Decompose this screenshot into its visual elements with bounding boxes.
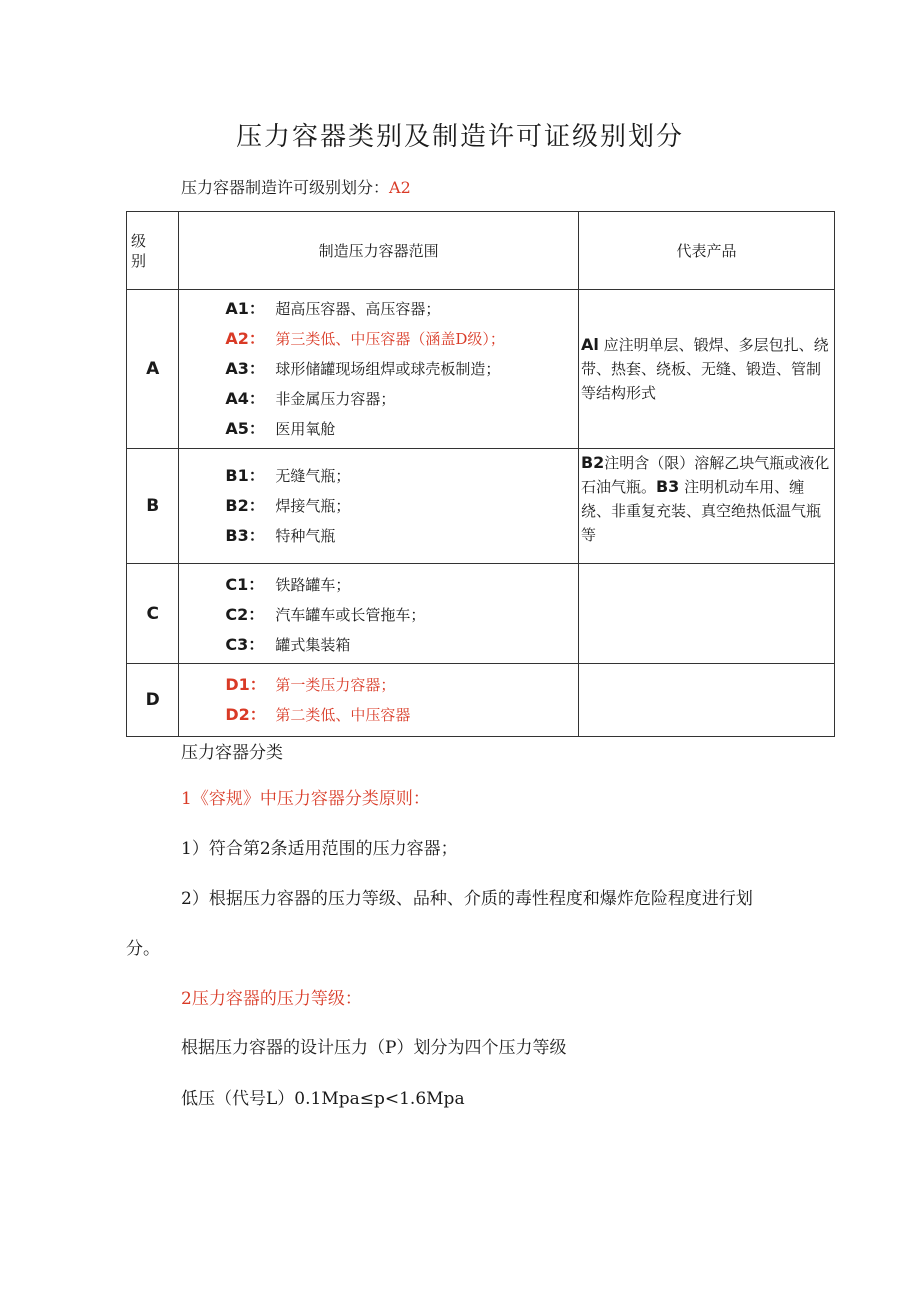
page-title: 压力容器类别及制造许可证级别划分 <box>235 122 684 152</box>
table-row-c <box>127 564 835 664</box>
header-level: 级别 <box>127 212 179 290</box>
list-item: C2： 汽车罐车或长管拖车； <box>225 605 426 624</box>
table-header-row <box>127 212 835 290</box>
list-item-highlighted: D2： 第二类低、中压容器 <box>225 705 411 724</box>
list-item-highlighted: A2： 第三类低、中压容器（涵盖D级）； <box>225 329 505 348</box>
header-scope: 制造压力容器范围 <box>179 212 579 290</box>
table-row-a <box>127 290 835 449</box>
products-cell-empty <box>578 664 834 737</box>
heading-pressure-levels: 2压力容器的压力等级： <box>181 989 362 1009</box>
table-row-d <box>127 664 835 737</box>
level-cell: B <box>127 449 179 564</box>
products-cell-empty <box>578 564 834 664</box>
header-products: 代表产品 <box>578 212 834 290</box>
list-item: A1： 超高压容器、高压容器； <box>225 299 441 318</box>
list-item: A3： 球形储罐现场组焊或球壳板制造； <box>225 359 501 378</box>
level-cell: A <box>127 290 179 449</box>
scope-cell <box>179 564 579 664</box>
table-row-b <box>127 449 835 564</box>
permit-level-line <box>181 175 411 198</box>
list-item: C3： 罐式集装箱 <box>225 635 351 654</box>
permit-level-value: A2 <box>389 178 411 197</box>
list-item: B3： 特种气瓶 <box>225 526 336 545</box>
list-item: B2： 焊接气瓶； <box>225 496 351 515</box>
products-cell: Al 应注明单层、锻焊、多层包扎、绕带、热套、绕板、无缝、锻造、管制等结构形式 <box>578 290 834 449</box>
list-item: B1： 无缝气瓶； <box>225 466 351 485</box>
scope-cell <box>179 290 579 449</box>
permit-level-table <box>126 211 835 737</box>
level-cell: D <box>127 664 179 737</box>
products-cell: B2注明含（限）溶解乙块气瓶或液化石油气瓶。B3 注明机动车用、缠绕、非重复充装、真空绝热低温气瓶等 <box>578 449 834 564</box>
paragraph: 根据压力容器的设计压力（P）划分为四个压力等级 <box>181 1038 567 1058</box>
scope-cell <box>179 664 579 737</box>
heading-classification-principles: 1《容规》中压力容器分类原则： <box>181 789 430 809</box>
paragraph: 低压（代号L）0.1Mpa≤p<1.6Mpa <box>181 1089 465 1109</box>
paragraph: 1）符合第2条适用范围的压力容器； <box>181 839 458 859</box>
paragraph: 2）根据压力容器的压力等级、品种、介质的毒性程度和爆炸危险程度进行划 <box>181 889 753 909</box>
list-item-highlighted: D1： 第一类压力容器； <box>225 675 396 694</box>
section-title: 压力容器分类 <box>181 743 283 763</box>
paragraph-continuation: 分。 <box>126 939 160 959</box>
list-item: C1： 铁路罐车； <box>225 575 351 594</box>
level-cell: C <box>127 564 179 664</box>
list-item: A4： 非金属压力容器； <box>225 389 396 408</box>
list-item: A5： 医用氧舱 <box>225 419 336 438</box>
scope-cell <box>179 449 579 564</box>
permit-level-label: 压力容器制造许可级别划分： <box>181 178 390 197</box>
